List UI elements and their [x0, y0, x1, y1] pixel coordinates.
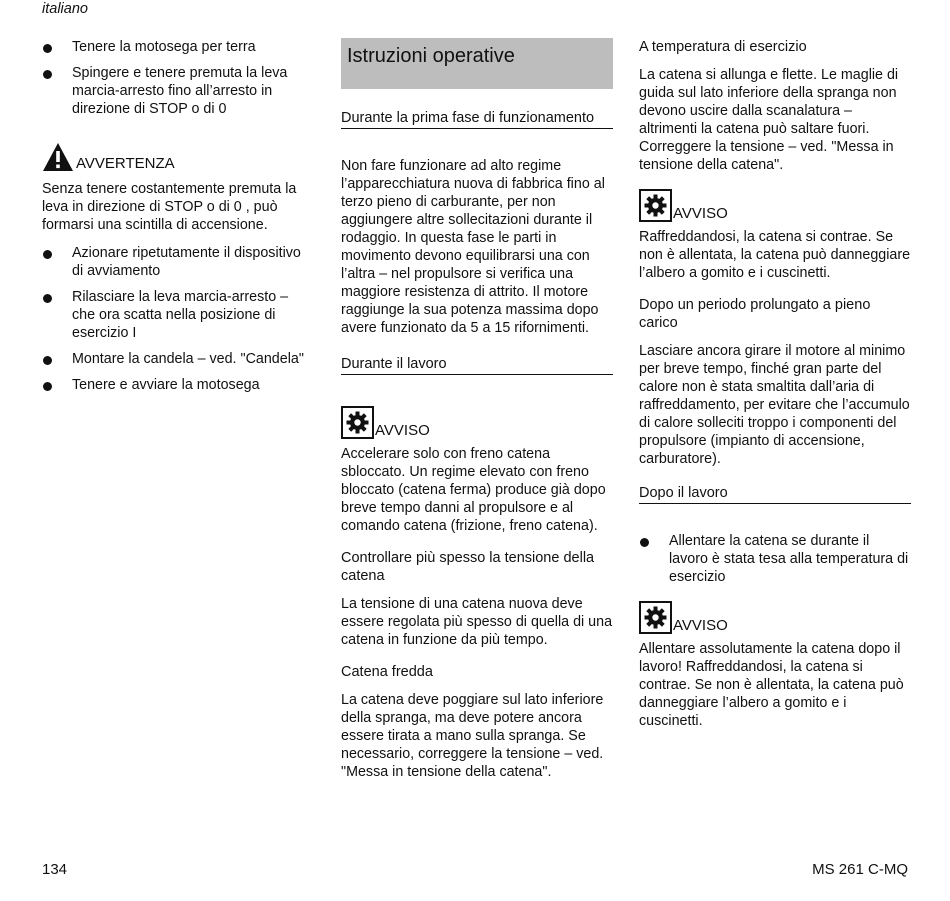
bullet-icon — [43, 294, 52, 303]
model-name: MS 261 C-MQ — [812, 861, 908, 878]
notice-heading — [341, 403, 613, 439]
warning-heading — [42, 140, 314, 172]
notice-label: AVVISO — [673, 617, 728, 634]
list-item-text: Montare la candela – ved. "Candela" — [72, 351, 304, 367]
gear-notice-icon — [639, 189, 672, 222]
heading-after-work: Dopo il lavoro — [639, 484, 911, 504]
subheading: Catena fredda — [341, 664, 433, 680]
notice-text: Allentare assolutamente la catena dopo il lavoro! Raffreddandosi, la catena si contrae. Se non è allentata, la catena può danneggiare l’albero a gomito e i cuscinetti. — [639, 641, 904, 729]
paragraph: La tensione di una catena nuova deve essere regolata più spesso di quella di una catena in funzione da più tempo. — [341, 596, 613, 648]
list-item-text: Tenere e avviare la motosega — [72, 377, 260, 393]
list-item — [639, 532, 911, 586]
bullet-icon — [640, 538, 649, 547]
page-number: 134 — [42, 861, 68, 878]
notice-heading — [639, 598, 911, 634]
bullet-icon — [43, 44, 52, 53]
list-item — [42, 288, 314, 342]
list-item — [42, 350, 314, 368]
list-item — [42, 244, 314, 280]
notice-label: AVVISO — [673, 205, 728, 222]
subheading: Controllare più spesso la tensione della catena — [341, 550, 595, 584]
gear-notice-icon — [341, 406, 374, 439]
list-item-text: Azionare ripetutamente il dispositivo di avviamento — [72, 245, 301, 279]
notice-text: Raffreddandosi, la catena si contrae. Se non è allentata, la catena può danneggiare l’albero a gomito e i cuscinetti. — [639, 229, 911, 281]
warning-triangle-icon — [42, 142, 74, 172]
list-item — [42, 38, 314, 56]
bullet-icon — [43, 250, 52, 259]
paragraph: La catena deve poggiare sul lato inferiore della spranga, ma deve potere ancora essere tirata a mano sulla spranga. Se necessario, correggere la tensione – ved. "Messa in tensione della catena". — [341, 692, 604, 780]
heading-during-work: Durante il lavoro — [341, 355, 613, 375]
heading-first-phase: Durante la prima fase di funzionamento — [341, 109, 613, 129]
list-item-text: Spingere e tenere premuta la leva marcia-arresto fino all’arresto in direzione di STOP o di 0 — [72, 65, 288, 117]
column-1 — [42, 38, 314, 402]
notice-heading — [639, 186, 911, 222]
notice-label: AVVISO — [375, 422, 430, 439]
bullet-icon — [43, 356, 52, 365]
subheading: A temperatura di esercizio — [639, 39, 807, 55]
list-item — [42, 376, 314, 394]
column-3 — [639, 38, 911, 740]
column-2 — [341, 38, 613, 791]
warning-label: AVVERTENZA — [76, 155, 175, 172]
list-item-text: Allentare la catena se durante il lavoro è stata tesa alla temperatura di esercizio — [669, 533, 909, 585]
language-label: italiano — [42, 1, 88, 17]
list-item-text: Rilasciare la leva marcia-arresto – che ora scatta nella posizione di esercizio I — [72, 289, 289, 341]
bullet-icon — [43, 70, 52, 79]
warning-text: Senza tenere costantemente premuta la leva in direzione di STOP o di 0 , può formarsi una scintilla di accensione. — [42, 181, 297, 233]
paragraph: Non fare funzionare ad alto regime l’apparecchiatura nuova di fabbrica fino al terzo pieno di carburante, per non aggiungere altre sollecitazioni durante il rodaggio. In questa fase le parti in movimento devono equilibrarsi una con l’altra – nel propulsore si verifica una maggiore resistenza di attrito. Il motore raggiunge la sua potenza massima dopo avere funzionato da 5 a 15 rifornimenti. — [341, 158, 605, 336]
notice-text: Accelerare solo con freno catena sbloccato. Un regime elevato con freno bloccato (catena ferma) produce già dopo breve tempo danni al propulsore e al comando catena (frizione, freno catena). — [341, 446, 606, 534]
subheading: Dopo un periodo prolungato a pieno carico — [639, 297, 871, 331]
list-item-text: Tenere la motosega per terra — [72, 39, 256, 55]
gear-notice-icon — [639, 601, 672, 634]
section-title: Istruzioni operative — [341, 38, 613, 89]
paragraph: La catena si allunga e flette. Le maglie di guida sul lato inferiore della spranga non devono uscire dalla scanalatura – altrimenti la catena può saltare fuori. Correggere la tensione – ved. "Messa in tensione della catena". — [639, 67, 899, 173]
paragraph: Lasciare ancora girare il motore al minimo per breve tempo, finché gran parte del calore non è stata smaltita dall’aria di raffreddamento, per evitare che l’accumulo di calore solleciti troppo i componenti del propulsore (impianto di accensione, carburatore). — [639, 343, 910, 467]
bullet-icon — [43, 382, 52, 391]
list-item — [42, 64, 314, 118]
